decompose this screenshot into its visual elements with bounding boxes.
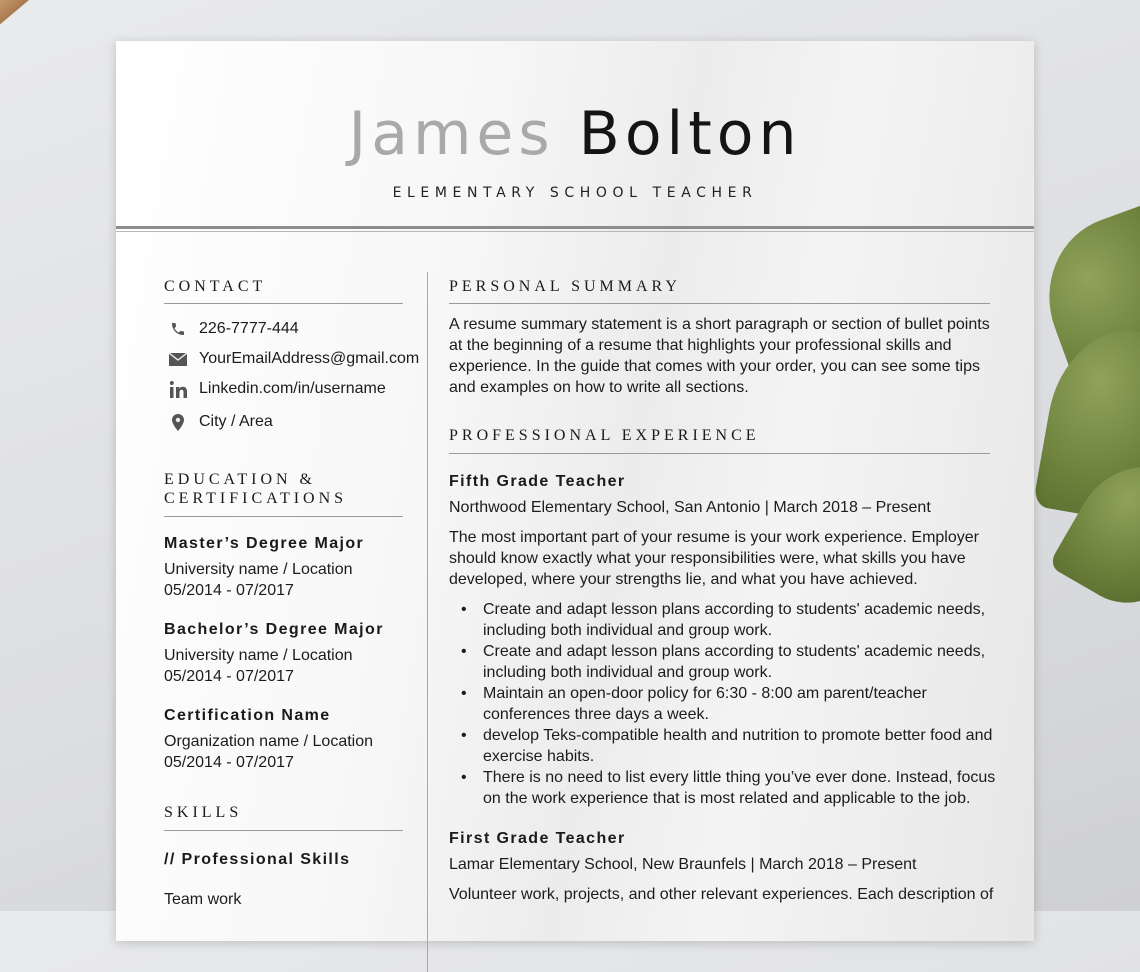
resume-page: [116, 41, 1034, 941]
job-title: ELEMENTARY SCHOOL TEACHER: [392, 185, 758, 201]
experience-heading: PROFESSIONAL EXPERIENCE: [449, 427, 760, 444]
education-entry: [164, 707, 373, 773]
education-title: Certification Name: [164, 707, 331, 724]
education-rule: [164, 516, 403, 517]
job-bullets: [449, 599, 1003, 809]
resume-header: [116, 41, 1034, 227]
contact-location: [164, 411, 273, 433]
contact-linkedin: [164, 378, 386, 400]
job-bullet: • Create and adapt lesson plans according to students' academic needs, including both individual and group work.: [483, 641, 1003, 683]
job-bullet: • Maintain an open-door policy for 6:30 - 8:00 am parent/teacher conferences three days a week.: [483, 683, 1003, 725]
job-entry: [449, 473, 999, 809]
contact-phone: [164, 318, 299, 340]
header-divider-thin: [116, 231, 1034, 232]
job-title: First Grade Teacher: [449, 830, 626, 847]
linkedin-icon: [164, 379, 192, 399]
contact-rule: [164, 303, 403, 304]
email-icon: [164, 349, 192, 369]
contact-email: [164, 348, 419, 370]
phone-number: 226-7777-444: [199, 320, 299, 337]
job-entry: [449, 830, 999, 905]
contact-heading: CONTACT: [164, 278, 267, 295]
education-entry: [164, 621, 384, 687]
skills-rule: [164, 830, 403, 831]
education-heading: [164, 470, 347, 508]
job-title: Fifth Grade Teacher: [449, 473, 626, 490]
column-divider: [427, 272, 428, 972]
job-meta: Northwood Elementary School, San Antonio | March 2018 – Present: [449, 499, 931, 516]
job-bullet: • develop Teks-compatible health and nutrition to promote better food and exercise habits.: [483, 725, 1003, 767]
education-dates: 05/2014 - 07/2017: [164, 754, 294, 771]
education-institution: University name / Location: [164, 647, 353, 664]
skills-subheading: // Professional Skills: [164, 851, 351, 868]
job-bullet: • There is no need to list every little thing you’ve ever done. Instead, focus on the work experience that is most related and applicable to the job.: [483, 767, 1003, 809]
education-institution: Organization name / Location: [164, 733, 374, 750]
last-name: Bolton: [578, 99, 802, 169]
education-heading-line2: CERTIFICATIONS: [164, 490, 348, 507]
location-text: City / Area: [199, 413, 273, 430]
linkedin-url: Linkedin.com/in/username: [199, 380, 386, 397]
job-description: The most important part of your resume is your work experience. Employer should know exactly what your responsibilities were, what skills you have developed, where your strengths lie, and what you have achieved.: [449, 529, 979, 588]
education-entry: [164, 535, 364, 601]
job-description: Volunteer work, projects, and other relevant experiences. Each description of: [449, 886, 994, 903]
header-divider: [116, 226, 1034, 229]
skills-heading: SKILLS: [164, 804, 243, 821]
education-heading-line1: EDUCATION &: [164, 471, 316, 488]
summary-text: A resume summary statement is a short paragraph or section of bullet points at the beginning of a resume that highlights your professional skills and experience. In the guide that comes with your order, you can see some tips and examples on how to write all sections.: [449, 316, 990, 396]
job-meta: Lamar Elementary School, New Braunfels | March 2018 – Present: [449, 856, 917, 873]
education-dates: 05/2014 - 07/2017: [164, 582, 294, 599]
phone-icon: [164, 319, 192, 339]
applicant-name: [116, 99, 1034, 169]
email-address: YourEmailAddress@gmail.com: [199, 350, 420, 367]
location-pin-icon: [164, 412, 192, 432]
job-bullet: • Create and adapt lesson plans according to students' academic needs, including both individual and group work.: [483, 599, 1003, 641]
first-name: James: [348, 99, 555, 169]
pen-decoration: [0, 0, 181, 44]
education-dates: 05/2014 - 07/2017: [164, 668, 294, 685]
education-institution: University name / Location: [164, 561, 353, 578]
education-title: Master’s Degree Major: [164, 535, 365, 552]
summary-rule: [449, 303, 990, 304]
education-title: Bachelor’s Degree Major: [164, 621, 384, 638]
experience-rule: [449, 453, 990, 454]
summary-heading: PERSONAL SUMMARY: [449, 278, 681, 295]
skill-item: Team work: [164, 891, 242, 908]
